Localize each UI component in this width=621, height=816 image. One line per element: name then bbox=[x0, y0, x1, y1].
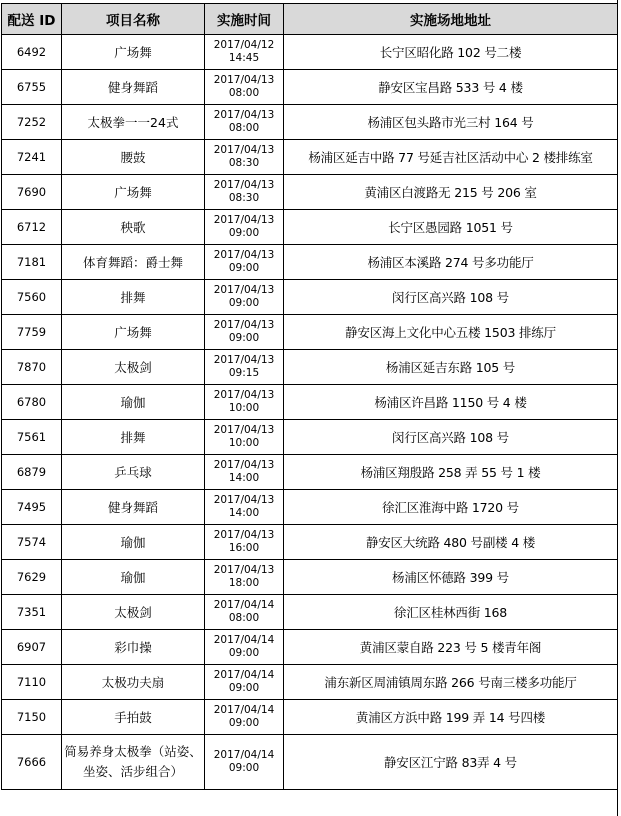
cell-clock: 10:00 bbox=[228, 402, 260, 414]
cell-time bbox=[205, 420, 284, 455]
cell-clock: 08:00 bbox=[228, 122, 260, 134]
cell-id: 7252 bbox=[2, 105, 62, 140]
cell-clock: 09:00 bbox=[228, 262, 260, 274]
cell-time bbox=[205, 105, 284, 140]
cell-address: 长宁区愚园路 1051 号 bbox=[284, 210, 618, 245]
cell-time bbox=[205, 35, 284, 70]
cell-date: 2017/04/13 bbox=[213, 284, 275, 296]
cell-time bbox=[205, 700, 284, 735]
cell-date: 2017/04/13 bbox=[213, 249, 275, 261]
cell-address: 杨浦区许昌路 1150 号 4 楼 bbox=[284, 385, 618, 420]
table-row bbox=[2, 735, 618, 790]
page-edge-line bbox=[617, 0, 618, 816]
cell-id: 6755 bbox=[2, 70, 62, 105]
cell-clock: 08:00 bbox=[228, 612, 260, 624]
cell-clock: 18:00 bbox=[228, 577, 260, 589]
cell-clock: 14:00 bbox=[228, 507, 260, 519]
cell-id: 6712 bbox=[2, 210, 62, 245]
cell-project-name: 广场舞 bbox=[62, 315, 205, 350]
cell-project-name: 排舞 bbox=[62, 420, 205, 455]
cell-address: 徐汇区淮海中路 1720 号 bbox=[284, 490, 618, 525]
cell-date: 2017/04/14 bbox=[213, 634, 275, 646]
cell-address: 杨浦区翔殷路 258 弄 55 号 1 楼 bbox=[284, 455, 618, 490]
cell-date: 2017/04/12 bbox=[213, 39, 275, 51]
cell-id: 7560 bbox=[2, 280, 62, 315]
cell-project-name: 瑜伽 bbox=[62, 385, 205, 420]
cell-clock: 09:15 bbox=[228, 367, 260, 379]
header-address: 实施场地地址 bbox=[284, 4, 618, 35]
header-time: 实施时间 bbox=[205, 4, 284, 35]
cell-project-name: 简易养身太极拳（站姿、坐姿、活步组合） bbox=[62, 735, 205, 790]
table-row bbox=[2, 175, 618, 210]
table-row bbox=[2, 210, 618, 245]
cell-id: 7561 bbox=[2, 420, 62, 455]
table-row bbox=[2, 70, 618, 105]
cell-project-name: 广场舞 bbox=[62, 175, 205, 210]
cell-project-name: 太极功夫扇 bbox=[62, 665, 205, 700]
schedule-table bbox=[1, 3, 618, 790]
header-row bbox=[2, 4, 618, 35]
cell-date: 2017/04/14 bbox=[213, 749, 275, 761]
cell-time bbox=[205, 595, 284, 630]
table-row bbox=[2, 700, 618, 735]
cell-date: 2017/04/13 bbox=[213, 389, 275, 401]
cell-id: 7574 bbox=[2, 525, 62, 560]
cell-project-name: 彩巾操 bbox=[62, 630, 205, 665]
cell-clock: 09:00 bbox=[228, 227, 260, 239]
cell-address: 静安区大统路 480 号副楼 4 楼 bbox=[284, 525, 618, 560]
table-row bbox=[2, 560, 618, 595]
cell-time bbox=[205, 455, 284, 490]
cell-clock: 09:00 bbox=[228, 762, 260, 774]
cell-date: 2017/04/13 bbox=[213, 319, 275, 331]
cell-project-name: 体育舞蹈：爵士舞 bbox=[62, 245, 205, 280]
cell-time bbox=[205, 560, 284, 595]
cell-id: 6907 bbox=[2, 630, 62, 665]
cell-address: 杨浦区本溪路 274 号多功能厅 bbox=[284, 245, 618, 280]
table-row bbox=[2, 280, 618, 315]
cell-time bbox=[205, 140, 284, 175]
cell-id: 7690 bbox=[2, 175, 62, 210]
cell-time bbox=[205, 665, 284, 700]
cell-clock: 09:00 bbox=[228, 682, 260, 694]
cell-project-name: 瑜伽 bbox=[62, 525, 205, 560]
cell-project-name: 广场舞 bbox=[62, 35, 205, 70]
cell-address: 闵行区高兴路 108 号 bbox=[284, 280, 618, 315]
cell-address: 杨浦区包头路市光三村 164 号 bbox=[284, 105, 618, 140]
cell-time bbox=[205, 175, 284, 210]
table-header bbox=[2, 4, 618, 35]
cell-id: 7759 bbox=[2, 315, 62, 350]
cell-id: 7150 bbox=[2, 700, 62, 735]
cell-date: 2017/04/13 bbox=[213, 354, 275, 366]
cell-clock: 14:45 bbox=[228, 52, 260, 64]
cell-date: 2017/04/13 bbox=[213, 109, 275, 121]
cell-date: 2017/04/13 bbox=[213, 424, 275, 436]
cell-address: 黄浦区白渡路无 215 号 206 室 bbox=[284, 175, 618, 210]
table-row bbox=[2, 665, 618, 700]
cell-address: 杨浦区延吉中路 77 号延吉社区活动中心 2 楼排练室 bbox=[284, 140, 618, 175]
header-id: 配送 ID bbox=[2, 4, 62, 35]
cell-date: 2017/04/13 bbox=[213, 214, 275, 226]
cell-date: 2017/04/13 bbox=[213, 74, 275, 86]
cell-time bbox=[205, 280, 284, 315]
table-row bbox=[2, 420, 618, 455]
cell-project-name: 健身舞蹈 bbox=[62, 70, 205, 105]
cell-address: 静安区宝昌路 533 号 4 楼 bbox=[284, 70, 618, 105]
table-row bbox=[2, 350, 618, 385]
cell-time bbox=[205, 385, 284, 420]
cell-date: 2017/04/13 bbox=[213, 179, 275, 191]
cell-id: 7666 bbox=[2, 735, 62, 790]
cell-id: 7110 bbox=[2, 665, 62, 700]
cell-id: 7241 bbox=[2, 140, 62, 175]
cell-clock: 09:00 bbox=[228, 297, 260, 309]
cell-project-name: 秧歌 bbox=[62, 210, 205, 245]
cell-address: 黄浦区蒙自路 223 号 5 楼青年阁 bbox=[284, 630, 618, 665]
cell-time bbox=[205, 630, 284, 665]
table-row bbox=[2, 595, 618, 630]
cell-clock: 14:00 bbox=[228, 472, 260, 484]
table-row bbox=[2, 630, 618, 665]
cell-id: 7495 bbox=[2, 490, 62, 525]
cell-date: 2017/04/14 bbox=[213, 669, 275, 681]
cell-clock: 09:00 bbox=[228, 332, 260, 344]
cell-clock: 10:00 bbox=[228, 437, 260, 449]
cell-address: 静安区江宁路 83弄 4 号 bbox=[284, 735, 618, 790]
table-body bbox=[2, 35, 618, 790]
cell-project-name: 腰鼓 bbox=[62, 140, 205, 175]
cell-date: 2017/04/13 bbox=[213, 144, 275, 156]
cell-time bbox=[205, 350, 284, 385]
cell-clock: 08:30 bbox=[228, 192, 260, 204]
cell-clock: 09:00 bbox=[228, 717, 260, 729]
cell-address: 闵行区高兴路 108 号 bbox=[284, 420, 618, 455]
cell-project-name: 健身舞蹈 bbox=[62, 490, 205, 525]
cell-time bbox=[205, 525, 284, 560]
cell-address: 静安区海上文化中心五楼 1503 排练厅 bbox=[284, 315, 618, 350]
cell-address: 杨浦区延吉东路 105 号 bbox=[284, 350, 618, 385]
cell-id: 7629 bbox=[2, 560, 62, 595]
cell-date: 2017/04/14 bbox=[213, 704, 275, 716]
table-row bbox=[2, 525, 618, 560]
table-row bbox=[2, 315, 618, 350]
cell-project-name: 排舞 bbox=[62, 280, 205, 315]
table-row bbox=[2, 35, 618, 70]
cell-address: 徐汇区桂林西街 168 bbox=[284, 595, 618, 630]
cell-clock: 08:30 bbox=[228, 157, 260, 169]
cell-project-name: 瑜伽 bbox=[62, 560, 205, 595]
cell-id: 6879 bbox=[2, 455, 62, 490]
cell-clock: 16:00 bbox=[228, 542, 260, 554]
cell-time bbox=[205, 70, 284, 105]
cell-date: 2017/04/13 bbox=[213, 494, 275, 506]
cell-project-name: 乒乓球 bbox=[62, 455, 205, 490]
table-row bbox=[2, 105, 618, 140]
cell-id: 7351 bbox=[2, 595, 62, 630]
cell-date: 2017/04/13 bbox=[213, 564, 275, 576]
cell-time bbox=[205, 315, 284, 350]
table-row bbox=[2, 140, 618, 175]
cell-address: 黄浦区方浜中路 199 弄 14 号四楼 bbox=[284, 700, 618, 735]
cell-address: 长宁区昭化路 102 号二楼 bbox=[284, 35, 618, 70]
cell-id: 6780 bbox=[2, 385, 62, 420]
cell-project-name: 手拍鼓 bbox=[62, 700, 205, 735]
cell-time bbox=[205, 245, 284, 280]
header-name: 项目名称 bbox=[62, 4, 205, 35]
cell-date: 2017/04/13 bbox=[213, 529, 275, 541]
cell-time bbox=[205, 490, 284, 525]
cell-address: 杨浦区怀德路 399 号 bbox=[284, 560, 618, 595]
cell-id: 7870 bbox=[2, 350, 62, 385]
cell-time bbox=[205, 210, 284, 245]
cell-project-name: 太极剑 bbox=[62, 350, 205, 385]
cell-id: 7181 bbox=[2, 245, 62, 280]
cell-clock: 08:00 bbox=[228, 87, 260, 99]
table-row bbox=[2, 245, 618, 280]
cell-id: 6492 bbox=[2, 35, 62, 70]
cell-address: 浦东新区周浦镇周东路 266 号南三楼多功能厅 bbox=[284, 665, 618, 700]
cell-date: 2017/04/13 bbox=[213, 459, 275, 471]
cell-time bbox=[205, 735, 284, 790]
cell-project-name: 太极拳一一24式 bbox=[62, 105, 205, 140]
table-row bbox=[2, 455, 618, 490]
cell-clock: 09:00 bbox=[228, 647, 260, 659]
cell-date: 2017/04/14 bbox=[213, 599, 275, 611]
cell-project-name: 太极剑 bbox=[62, 595, 205, 630]
table-row bbox=[2, 385, 618, 420]
table-row bbox=[2, 490, 618, 525]
